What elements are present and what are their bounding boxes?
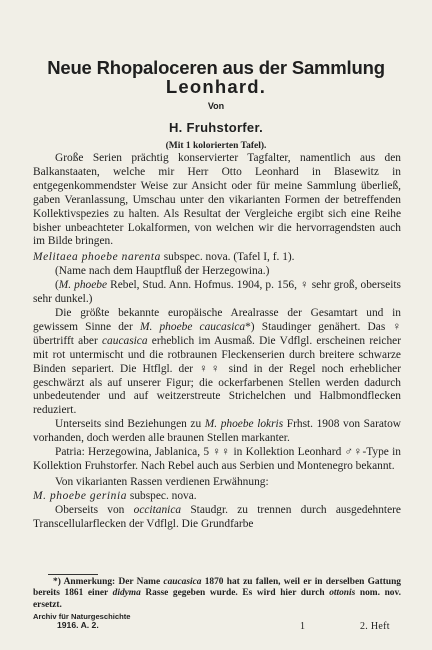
issue-label: 2. Heft	[360, 621, 390, 632]
italic-run: M. phoebe caucasica	[139, 320, 246, 333]
intro-paragraph: Große Serien prächtig konservierter Tagfalter, namentlich aus den Balkanstaaten, welche mir Herr Otto Leonhard in Blasewitz in entgegenkommendster Weise zur Ansicht oder für meine Sammlung überließ, gaben Veranlassung, Umschau unter den vikarianten Formen der betreffenden Kollektivspezies zu halten. Als Resultat der Vergleiche ergibt sich eine Reihe bisher unbeachteter Lokalformen, von welchen wir die hervorragendsten auch im Bilde bringen.	[33, 152, 401, 248]
patria-paragraph: Patria: Herzegowina, Jablanica, 5 ♀♀ in Kollektion Leonhard ♂♀-Type in Kollektion Fruhstorfer. Nach Rebel auch aus Serbien und Montenegro bekannt.	[33, 446, 401, 472]
text-run: nom. nov. ersetzt.	[33, 588, 401, 610]
text-run: Oberseits von	[55, 503, 134, 516]
text-run: *) Anmerkung: Der Name	[53, 577, 164, 587]
article-title	[0, 58, 432, 96]
footnote	[33, 577, 401, 611]
taxon-heading-narenta	[33, 251, 401, 265]
italic-run: ottonis	[329, 588, 356, 599]
synonymy-paragraph	[33, 279, 401, 307]
taxon-name: M. phoebe gerinia	[33, 489, 128, 502]
title-line-2: Leonhard.	[165, 76, 267, 97]
text-run: Frhst. 1908 von Saratow vorhanden, doch werden alle braunen Stellen markanter.	[33, 418, 402, 445]
journal-reference	[33, 612, 130, 630]
taxon-status: subspec. nova. (Tafel I, f. 1).	[163, 251, 295, 264]
text-run: erheblich im Ausmaß. Die Vdflgl. erscheinen reicher mit rot untermischt und die rotbraunen Fleckenserien durch breitere schwarze Binden separiert. Die Htflgl. der ♀♀ sind in der Regel noch erheblicher geschwärzt als auf unserer Figur; die ockerfarbenen Stellen werden dadurch unbedeutender und auf weitzerstreute Strichelchen und Halbmondflecken reduziert.	[33, 334, 401, 417]
text-run: *) Staudinger genähert. Das ♀ übertrifft aber	[33, 320, 401, 347]
italic-run: M. phoebe	[58, 279, 108, 292]
author-name: H. Fruhstorfer.	[168, 120, 264, 135]
underside-paragraph	[33, 418, 401, 446]
page-number: 1	[300, 621, 305, 632]
italic-run: didyma	[112, 588, 141, 599]
text-run: Staudgr. zu trennen durch ausgedehntere Transcellularflecken der Vdflgl. Die Grundfarbe	[33, 503, 401, 530]
plate-note: (Mit 1 kolorierten Tafel).	[165, 141, 267, 151]
italic-run: caucasica	[102, 334, 148, 347]
races-paragraph: Von vikarianten Rassen verdienen Erwähnung:	[55, 475, 269, 488]
text-run: 1870 hat zu fallen, weil er in derselben Gattung bereits 1861 einer	[33, 577, 401, 599]
text-run: (	[55, 279, 59, 292]
article-body	[33, 152, 401, 531]
text-run: Die größte bekannte europäische Arealrasse der Gesamtart und in gewissem Sinne der	[33, 306, 401, 333]
taxon-heading-gerinia	[33, 490, 401, 504]
journal-name: Archiv für Naturgeschichte	[33, 612, 131, 621]
title-line-1: Neue Rhopaloceren aus der Sammlung	[47, 57, 385, 78]
taxon-status: subspec. nova.	[129, 489, 197, 502]
italic-run: caucasica	[163, 577, 202, 587]
text-run: Rebel, Stud. Ann. Hofmus. 1904, p. 156, ♀ sehr groß, oberseits sehr dunkel.)	[33, 279, 401, 306]
etymology-paragraph: (Name nach dem Hauptfluß der Herzegowina.)	[55, 265, 270, 278]
gerinia-paragraph	[33, 504, 401, 532]
footnote-rule	[48, 574, 98, 575]
taxon-name: Melitaea phoebe narenta	[33, 251, 161, 264]
italic-run: occitanica	[133, 503, 182, 516]
text-run: Unterseits sind Beziehungen zu	[55, 418, 205, 431]
description-paragraph	[33, 307, 401, 418]
byline-von: Von	[207, 101, 225, 111]
journal-volume: 1916. A. 2.	[57, 620, 99, 630]
text-run: Rasse gegeben wurde. Es wird hier durch	[140, 588, 330, 599]
italic-run: M. phoebe lokris	[204, 418, 284, 431]
